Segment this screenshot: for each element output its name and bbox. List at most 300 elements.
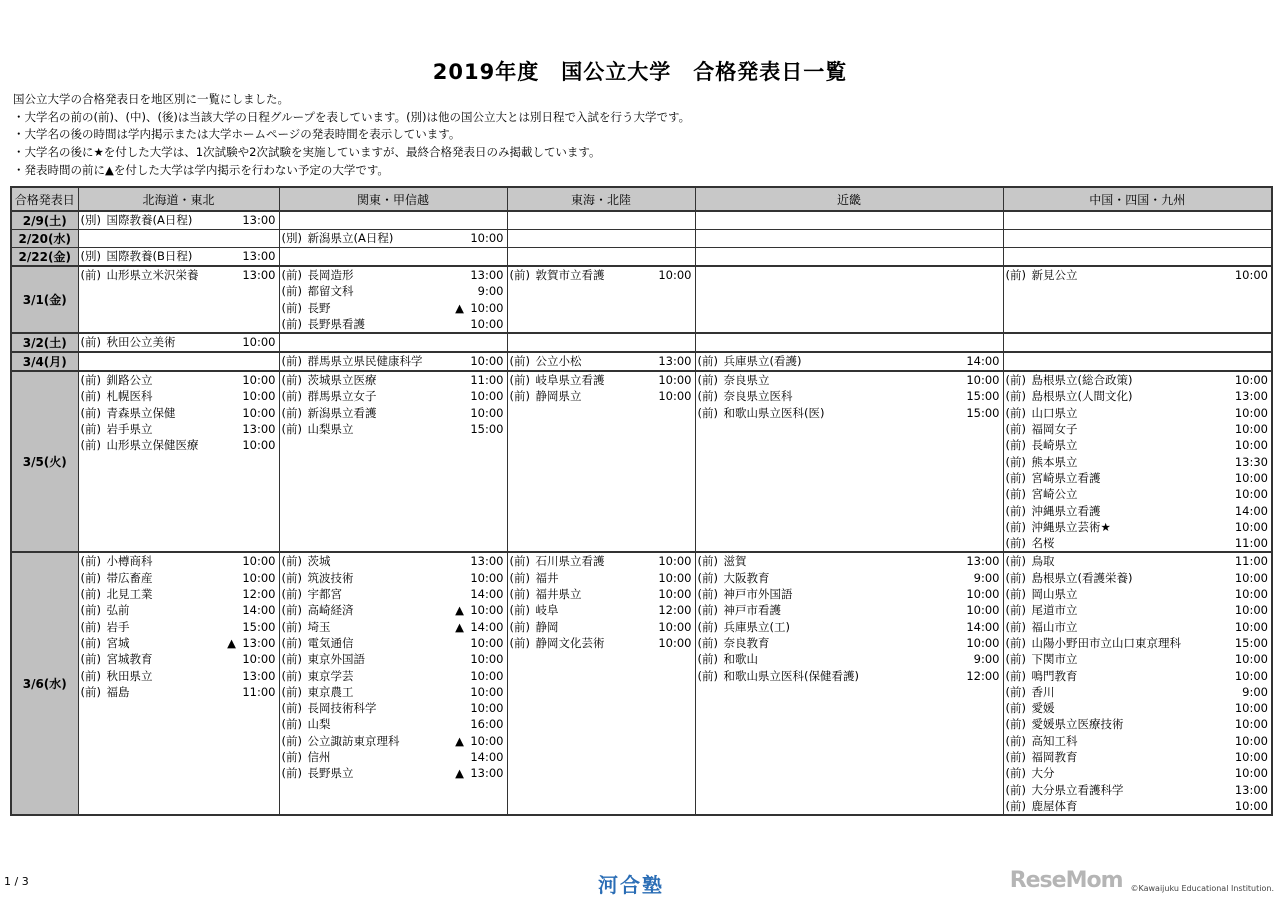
university-name: 東京学芸 — [307, 668, 354, 683]
no-posting-marker — [638, 372, 658, 388]
header-hokkaido-tohoku: 北海道・東北 — [78, 187, 279, 211]
no-posting-marker — [1214, 586, 1234, 602]
schedule-group: (前) — [697, 652, 718, 667]
university-name: 都留文科 — [307, 284, 354, 299]
announcement-time: 13:00 — [1234, 389, 1268, 404]
no-posting-marker — [450, 230, 470, 246]
university-entry — [282, 619, 504, 635]
university-name: 沖縄県立芸術★ — [1031, 519, 1111, 534]
announcement-time: 10:00 — [470, 354, 504, 369]
announcement-time: 10:00 — [658, 619, 692, 634]
university-entry — [282, 283, 504, 299]
announcement-time: 10:00 — [658, 389, 692, 404]
announcement-time: 10:00 — [470, 701, 504, 716]
region-cell — [507, 333, 695, 352]
schedule-group: (前) — [1005, 750, 1026, 765]
university-entry — [282, 421, 504, 437]
university-entry — [698, 668, 1000, 684]
region-cell — [279, 248, 507, 267]
announcement-time: 10:00 — [470, 603, 504, 618]
schedule-group: (前) — [509, 373, 530, 388]
university-name: 札幌医科 — [106, 389, 153, 404]
no-posting-marker — [1214, 798, 1234, 814]
announcement-time: 15:00 — [242, 619, 276, 634]
announcement-time: 10:00 — [470, 635, 504, 650]
schedule-group: (前) — [281, 717, 302, 732]
announcement-time: 11:00 — [470, 373, 504, 388]
announcement-time: 10:00 — [1234, 766, 1268, 781]
university-name: 帯広畜産 — [106, 570, 153, 585]
announcement-time: 13:00 — [242, 635, 276, 650]
university-entry — [698, 372, 1000, 388]
announcement-time: 10:00 — [658, 635, 692, 650]
region-cell — [78, 552, 279, 815]
schedule-group: (前) — [281, 316, 302, 331]
region-cell — [279, 211, 507, 230]
schedule-group: (前) — [1005, 733, 1026, 748]
university-name: 岡山県立 — [1031, 587, 1078, 602]
university-entry — [510, 635, 692, 651]
announcement-time: 10:00 — [658, 268, 692, 282]
university-entry — [1006, 535, 1269, 551]
announcement-time: 10:00 — [470, 668, 504, 683]
no-posting-marker — [1214, 486, 1234, 502]
university-name: 石川県立看護 — [535, 554, 605, 569]
schedule-group: (前) — [697, 554, 718, 569]
schedule-group: (前) — [1005, 619, 1026, 634]
no-posting-marker — [222, 248, 242, 264]
table-row — [11, 266, 1272, 333]
university-name: 名桜 — [1031, 536, 1055, 551]
schedule-group: (前) — [281, 300, 302, 315]
university-name: 長野 — [307, 300, 331, 315]
announcement-time: 10:00 — [1234, 652, 1268, 667]
region-cell — [695, 552, 1003, 815]
schedule-group: (前) — [697, 405, 718, 420]
schedule-group: (前) — [697, 570, 718, 585]
region-cell — [507, 266, 695, 333]
announcement-time: 10:00 — [1234, 487, 1268, 502]
announcement-time: 15:00 — [470, 422, 504, 437]
announcement-time: 10:00 — [242, 652, 276, 667]
university-name: 静岡 — [535, 619, 559, 634]
university-name: 福山市立 — [1031, 619, 1078, 634]
university-entry — [81, 437, 276, 453]
university-entry — [81, 388, 276, 404]
schedule-group: (前) — [1005, 587, 1026, 602]
schedule-group: (前) — [80, 373, 101, 388]
university-entry — [1006, 635, 1269, 651]
table-row — [11, 333, 1272, 352]
announcement-time: 10:00 — [470, 389, 504, 404]
no-posting-marker — [222, 372, 242, 388]
announcement-time: 10:00 — [1234, 373, 1268, 388]
university-entry — [282, 353, 504, 369]
university-entry — [282, 651, 504, 667]
footer-right — [1010, 868, 1274, 894]
schedule-group: (前) — [281, 284, 302, 299]
region-cell — [279, 352, 507, 371]
university-entry — [1006, 454, 1269, 470]
university-name: 山口県立 — [1031, 405, 1078, 420]
intro-line: ・大学名の前の(前)、(中)、(後)は当該大学の日程グループを表しています。(別)は他の国公立大とは別日程で入試を行う大学です。 — [13, 109, 691, 124]
university-entry — [1006, 651, 1269, 667]
no-posting-marker — [1214, 267, 1234, 283]
announcement-time: 13:00 — [1234, 782, 1268, 797]
no-posting-marker — [450, 388, 470, 404]
university-name: 愛媛 — [1031, 701, 1055, 716]
no-posting-marker — [1214, 716, 1234, 732]
university-entry — [698, 602, 1000, 618]
region-cell — [78, 266, 279, 333]
university-name: 長岡造形 — [307, 268, 354, 282]
announcement-time: 10:00 — [1234, 268, 1268, 282]
university-name: 福岡女子 — [1031, 422, 1078, 437]
schedule-group: (前) — [281, 373, 302, 388]
region-cell — [507, 230, 695, 248]
no-posting-marker — [1214, 684, 1234, 700]
university-name: 北見工業 — [106, 587, 153, 602]
university-name: 青森県立保健 — [106, 405, 176, 420]
no-posting-marker — [946, 635, 966, 651]
no-posting-marker — [450, 283, 470, 299]
announcement-time: 10:00 — [1234, 717, 1268, 732]
no-posting-marker — [222, 602, 242, 618]
region-cell — [78, 230, 279, 248]
date-cell: 2/20(水) — [11, 230, 78, 248]
announcement-time: 10:00 — [1234, 733, 1268, 748]
announcement-time: 10:00 — [658, 587, 692, 602]
announcement-time: 10:00 — [242, 570, 276, 585]
announcement-time: 10:00 — [470, 405, 504, 420]
schedule-group: (前) — [1005, 487, 1026, 502]
university-name: 群馬県立県民健康科学 — [307, 354, 423, 369]
schedule-group: (前) — [281, 766, 302, 781]
schedule-group: (前) — [1005, 668, 1026, 683]
region-cell — [695, 333, 1003, 352]
no-posting-marker — [1214, 668, 1234, 684]
university-name: 静岡文化芸術 — [535, 635, 605, 650]
schedule-group: (前) — [1005, 701, 1026, 716]
schedule-group: (前) — [697, 603, 718, 618]
announcement-time: 13:00 — [470, 766, 504, 781]
university-entry — [1006, 765, 1269, 781]
university-entry — [1006, 486, 1269, 502]
schedule-group: (前) — [281, 587, 302, 602]
university-name: 下関市立 — [1031, 652, 1078, 667]
region-cell — [507, 552, 695, 815]
no-posting-marker — [222, 405, 242, 421]
university-entry — [510, 570, 692, 586]
university-entry — [698, 635, 1000, 651]
university-name: 新潟県立看護 — [307, 405, 377, 420]
region-cell — [1003, 352, 1272, 371]
no-posting-marker — [946, 570, 966, 586]
table-row — [11, 371, 1272, 552]
university-entry — [1006, 470, 1269, 486]
university-entry — [698, 651, 1000, 667]
university-name: 電気通信 — [307, 635, 354, 650]
schedule-group: (前) — [281, 750, 302, 765]
schedule-group: (前) — [1005, 389, 1026, 404]
no-posting-marker — [222, 651, 242, 667]
university-entry — [1006, 372, 1269, 388]
announcement-time: 15:00 — [966, 405, 1000, 420]
no-posting-marker — [946, 388, 966, 404]
region-cell — [279, 333, 507, 352]
date-cell: 3/2(土) — [11, 333, 78, 352]
university-name: 福島 — [106, 684, 130, 699]
university-name: 小樽商科 — [106, 554, 153, 569]
announcement-time: 10:00 — [1234, 422, 1268, 437]
university-name: 新見公立 — [1031, 268, 1078, 282]
university-name: 鳴門教育 — [1031, 668, 1078, 683]
no-posting-marker: ▲ — [455, 733, 464, 748]
no-posting-marker — [222, 437, 242, 453]
university-name: 公立諏訪東京理科 — [307, 733, 400, 748]
university-name: 信州 — [307, 750, 331, 765]
university-entry — [1006, 267, 1269, 283]
schedule-group: (前) — [80, 422, 101, 437]
schedule-group: (前) — [509, 570, 530, 585]
announcement-time: 13:00 — [470, 554, 504, 569]
copyright: ©Kawaijuku Educational Institution. — [1130, 884, 1274, 893]
announcement-time: 10:00 — [1234, 619, 1268, 634]
university-entry — [1006, 602, 1269, 618]
no-posting-marker — [638, 353, 658, 369]
no-posting-marker — [1214, 372, 1234, 388]
schedule-group: (前) — [1005, 603, 1026, 618]
announcement-time: 10:00 — [1234, 438, 1268, 453]
university-entry — [282, 668, 504, 684]
schedule-group: (前) — [697, 389, 718, 404]
university-entry — [698, 570, 1000, 586]
schedule-group: (前) — [80, 635, 101, 650]
university-name: 愛媛県立医療技術 — [1031, 717, 1124, 732]
university-name: 岩手県立 — [106, 422, 153, 437]
university-entry — [282, 553, 504, 569]
no-posting-marker — [946, 553, 966, 569]
university-entry — [81, 570, 276, 586]
no-posting-marker — [638, 388, 658, 404]
intro-line: ・大学名の後に★を付した大学は、1次試験や2次試験を実施していますが、最終合格発表日のみ掲載しています。 — [13, 145, 601, 160]
university-name: 国際教養(A日程) — [106, 213, 193, 227]
schedule-group: (別) — [80, 249, 101, 263]
region-cell — [1003, 333, 1272, 352]
announcement-time: 13:00 — [242, 422, 276, 437]
university-entry — [81, 602, 276, 618]
no-posting-marker — [450, 353, 470, 369]
schedule-group: (前) — [80, 335, 101, 350]
schedule-group: (前) — [509, 554, 530, 569]
announcement-time: 13:00 — [966, 554, 1000, 569]
schedule-group: (前) — [1005, 519, 1026, 534]
announcement-time: 10:00 — [1234, 798, 1268, 813]
schedule-group: (前) — [509, 603, 530, 618]
no-posting-marker: ▲ — [455, 766, 464, 781]
announcement-time: 13:00 — [470, 268, 504, 282]
university-name: 秋田公立美術 — [106, 335, 176, 350]
region-cell — [1003, 371, 1272, 552]
university-entry — [510, 267, 692, 283]
no-posting-marker — [450, 684, 470, 700]
university-name: 群馬県立女子 — [307, 389, 377, 404]
announcement-time: 9:00 — [973, 570, 1000, 585]
university-entry — [1006, 749, 1269, 765]
university-name: 東京農工 — [307, 684, 354, 699]
intro-line: ・発表時間の前に▲を付した大学は学内掲示を行わない予定の大学です。 — [13, 162, 389, 177]
table-row — [11, 552, 1272, 815]
announcement-time: 10:00 — [966, 373, 1000, 388]
university-name: 宇都宮 — [307, 587, 342, 602]
announcement-time: 13:00 — [242, 249, 276, 263]
university-name: 鹿屋体育 — [1031, 798, 1078, 813]
date-cell: 3/6(水) — [11, 552, 78, 815]
no-posting-marker — [1214, 405, 1234, 421]
schedule-group: (前) — [509, 635, 530, 650]
university-name: 宮城 — [106, 635, 130, 650]
announcement-time: 14:00 — [966, 354, 1000, 369]
no-posting-marker — [450, 553, 470, 569]
announcement-time: 11:00 — [1234, 536, 1268, 551]
university-name: 兵庫県立(看護) — [723, 354, 802, 369]
university-name: 尾道市立 — [1031, 603, 1078, 618]
schedule-group: (前) — [697, 619, 718, 634]
university-name: 島根県立(看護栄養) — [1031, 570, 1133, 585]
intro-line: ・大学名の後の時間は学内掲示または大学ホームページの発表時間を表示しています。 — [13, 127, 461, 142]
university-entry — [510, 619, 692, 635]
no-posting-marker — [222, 388, 242, 404]
university-entry — [282, 388, 504, 404]
region-cell — [279, 230, 507, 248]
university-name: 山陽小野田市立山口東京理科 — [1031, 635, 1181, 650]
university-entry — [1006, 700, 1269, 716]
no-posting-marker — [1214, 553, 1234, 569]
table-header-row — [11, 187, 1272, 211]
university-name: 秋田県立 — [106, 668, 153, 683]
header-date: 合格発表日 — [11, 187, 78, 211]
university-name: 和歌山県立医科(医) — [723, 405, 825, 420]
university-name: 宮城教育 — [106, 652, 153, 667]
no-posting-marker — [946, 353, 966, 369]
announcement-time: 10:00 — [658, 570, 692, 585]
no-posting-marker — [450, 405, 470, 421]
university-entry — [282, 300, 504, 316]
announcement-time: 10:00 — [242, 554, 276, 569]
announcement-time: 13:00 — [242, 213, 276, 227]
no-posting-marker — [946, 405, 966, 421]
intro-line: 国公立大学の合格発表日を地区別に一覧にしました。 — [13, 92, 289, 106]
no-posting-marker — [1214, 602, 1234, 618]
no-posting-marker — [450, 716, 470, 732]
region-cell — [507, 248, 695, 267]
university-entry — [698, 586, 1000, 602]
no-posting-marker — [946, 668, 966, 684]
header-kanto-koshinetsu: 関東・甲信越 — [279, 187, 507, 211]
schedule-group: (前) — [281, 554, 302, 569]
schedule-group: (前) — [281, 668, 302, 683]
no-posting-marker — [946, 586, 966, 602]
university-entry — [282, 316, 504, 332]
table-row — [11, 248, 1272, 267]
schedule-group: (前) — [1005, 684, 1026, 699]
university-entry — [81, 586, 276, 602]
announcement-time: 10:00 — [242, 438, 276, 453]
no-posting-marker — [222, 684, 242, 700]
announcement-time: 10:00 — [966, 603, 1000, 618]
announcement-time: 10:00 — [470, 684, 504, 699]
no-posting-marker — [946, 602, 966, 618]
schedule-group: (前) — [80, 389, 101, 404]
schedule-group: (前) — [80, 619, 101, 634]
region-cell — [78, 371, 279, 552]
announcement-time: 10:00 — [966, 635, 1000, 650]
university-name: 岐阜県立看護 — [535, 373, 605, 388]
university-entry — [282, 733, 504, 749]
schedule-group: (前) — [1005, 782, 1026, 797]
table-row — [11, 352, 1272, 371]
university-name: 奈良県立 — [723, 373, 770, 388]
no-posting-marker — [638, 602, 658, 618]
no-posting-marker: ▲ — [227, 635, 236, 650]
date-cell: 3/4(月) — [11, 352, 78, 371]
schedule-group: (前) — [1005, 766, 1026, 781]
no-posting-marker — [222, 267, 242, 283]
schedule-group: (前) — [697, 668, 718, 683]
announcement-time: 10:00 — [966, 587, 1000, 602]
schedule-group: (前) — [281, 422, 302, 437]
university-entry — [81, 212, 276, 228]
schedule-group: (前) — [509, 587, 530, 602]
schedule-group: (前) — [80, 268, 101, 282]
university-entry — [81, 421, 276, 437]
no-posting-marker — [946, 372, 966, 388]
university-entry — [1006, 570, 1269, 586]
university-entry — [1006, 733, 1269, 749]
schedule-group: (前) — [281, 652, 302, 667]
announcement-time: 12:00 — [966, 668, 1000, 683]
announcement-time: 10:00 — [1234, 405, 1268, 420]
no-posting-marker — [1214, 749, 1234, 765]
page-title: 2019年度 国公立大学 合格発表日一覧 — [432, 60, 848, 84]
university-entry — [81, 334, 276, 350]
region-cell — [1003, 266, 1272, 333]
schedule-group: (別) — [80, 213, 101, 227]
university-name: 高知工科 — [1031, 733, 1078, 748]
schedule-group: (前) — [697, 587, 718, 602]
no-posting-marker — [1214, 635, 1234, 651]
announcement-time: 10:00 — [242, 373, 276, 388]
university-entry — [282, 716, 504, 732]
schedule-group: (前) — [509, 619, 530, 634]
university-entry — [282, 586, 504, 602]
university-entry — [282, 230, 504, 246]
no-posting-marker — [450, 700, 470, 716]
no-posting-marker — [1214, 454, 1234, 470]
region-cell — [1003, 248, 1272, 267]
no-posting-marker — [450, 651, 470, 667]
university-entry — [81, 267, 276, 283]
schedule-group: (前) — [80, 554, 101, 569]
university-name: 岐阜 — [535, 603, 559, 618]
university-entry — [81, 619, 276, 635]
no-posting-marker — [450, 421, 470, 437]
university-entry — [510, 388, 692, 404]
region-cell — [78, 248, 279, 267]
announcement-time: 10:00 — [1234, 750, 1268, 765]
no-posting-marker — [638, 586, 658, 602]
schedule-group: (前) — [1005, 373, 1026, 388]
